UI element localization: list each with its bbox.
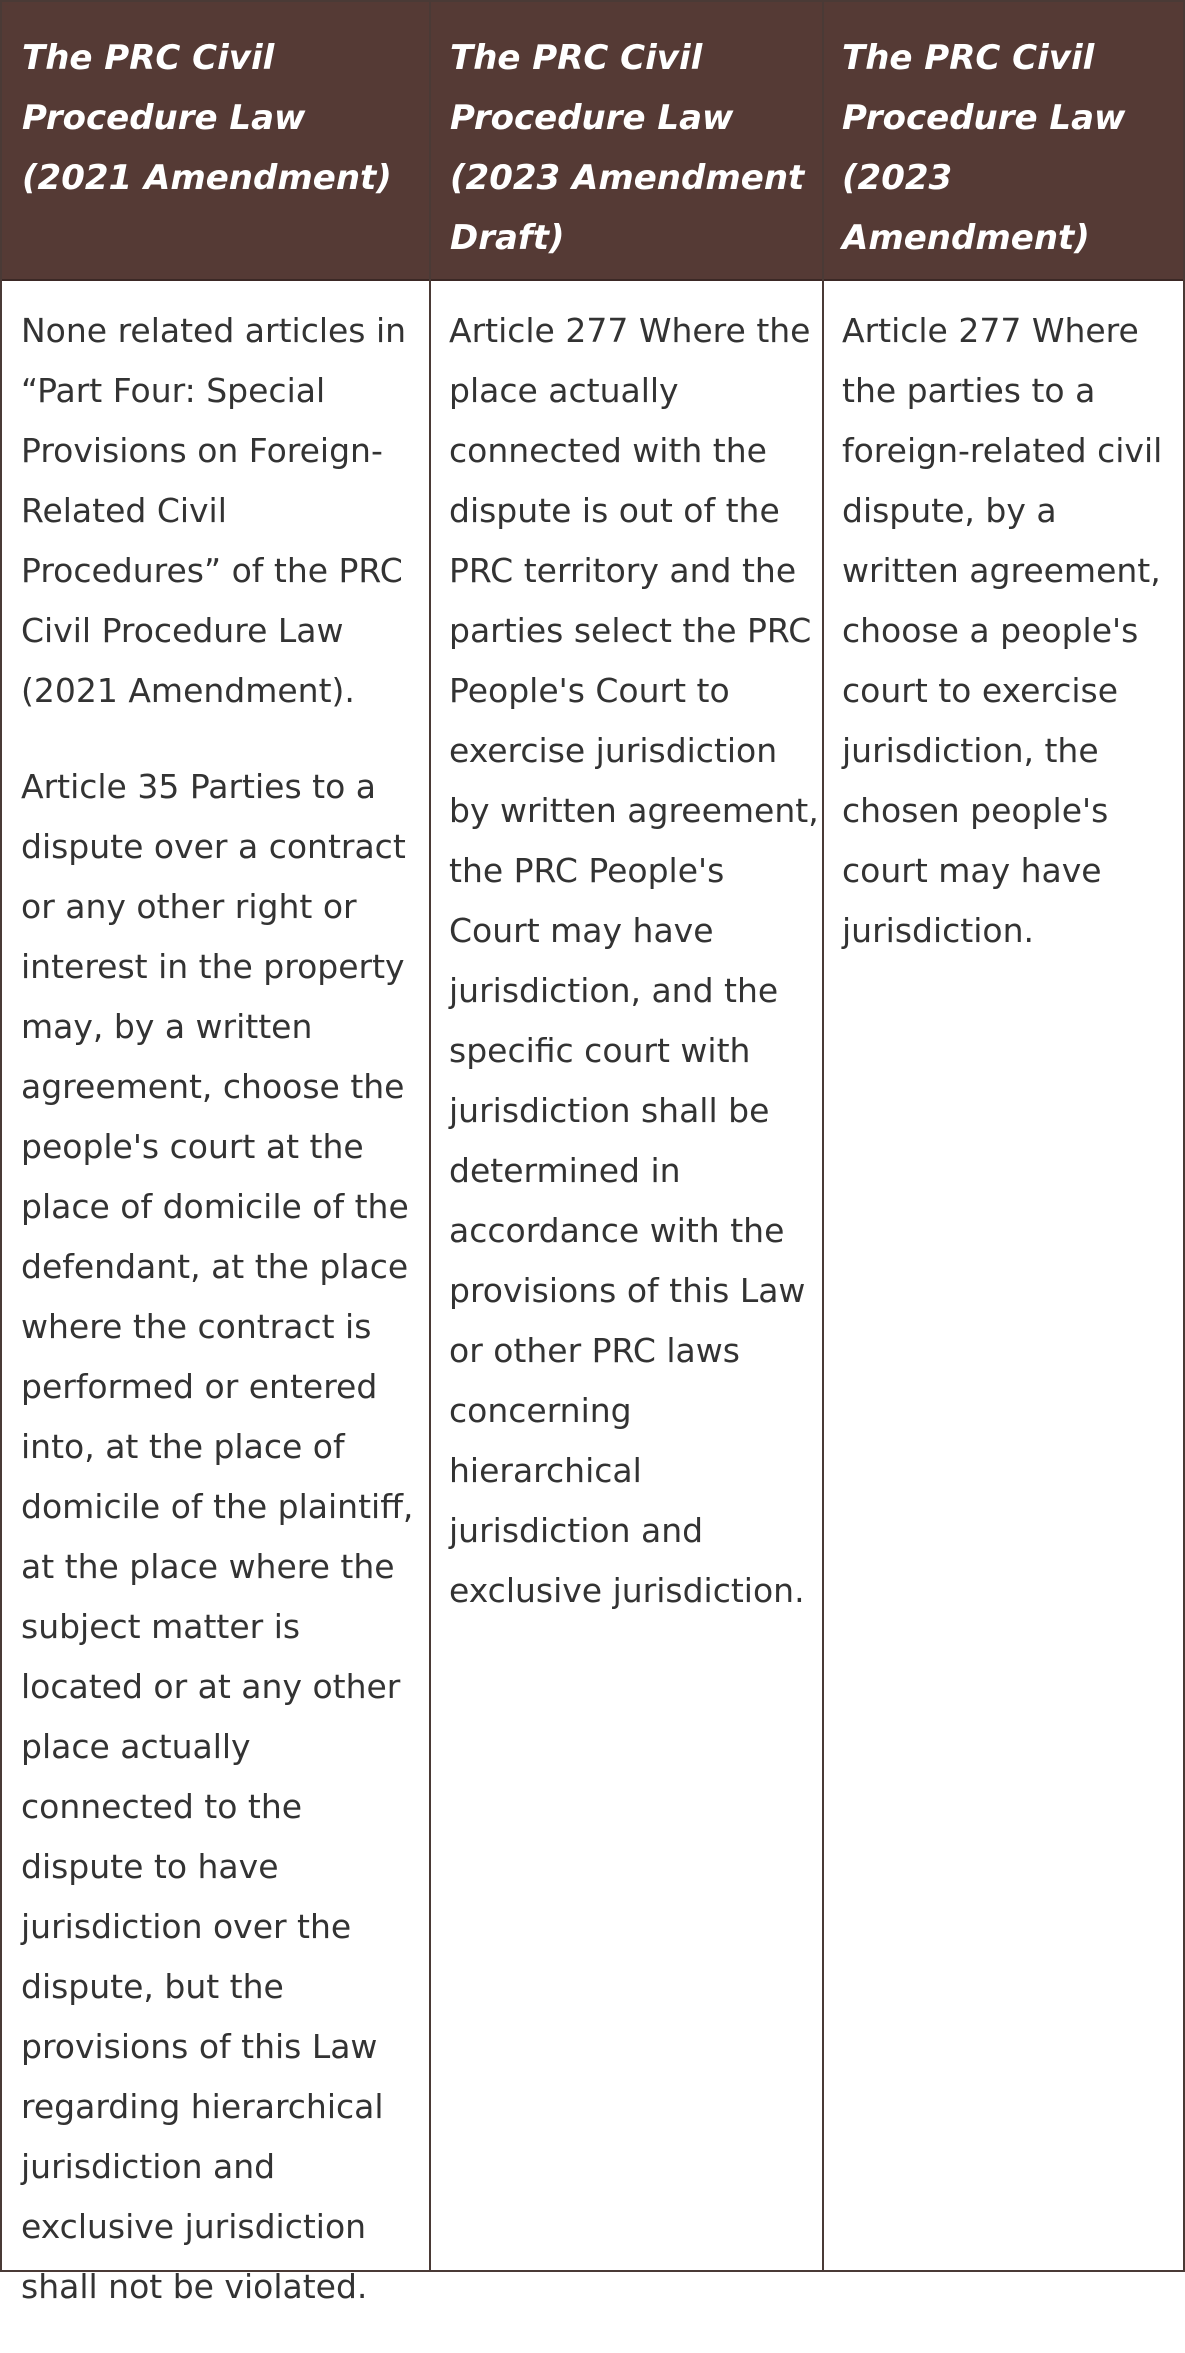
cell-paragraph-article-35: Article 35 Parties to a dispute over a contract or any other right or interest in the property may, by a written agreement, choose the people's court at the place of domicile of the defendant, at the place where the contract is performed or entered into, at the place of domicile of the plaintiff, at the place where the subject matter is located or at any other place actually connected to the dispute to have jurisdiction over the dispute, but the provisions of this Law regarding hierarchical jurisdiction and exclusive jurisdiction shall not be violated.: [21, 767, 414, 2306]
column-divider: [822, 2, 824, 2272]
cell-paragraph-article-277-draft: Article 277 Where the place actually connected with the dispute is out of the PRC territory and the parties select the PRC People's Court to exercise jurisdiction by written agreement, the PRC People's Court may have jurisdiction, and the specific court with jurisdiction shall be determined in accordance with the provisions of this Law or other PRC laws concerning hierarchical jurisdiction and exclusive jurisdiction.: [449, 311, 819, 1610]
table-header-row: [2, 2, 1183, 281]
header-cell-2023-draft: The PRC Civil Procedure Law (2023 Amendment Draft): [450, 38, 805, 258]
cell-paragraph-article-277: Article 277 Where the parties to a foreign-related civil dispute, by a written agreement, choose a people's court to exercise jurisdiction, the chosen people's court may have jurisdiction.: [842, 311, 1163, 950]
header-cell-2021-amendment: The PRC Civil Procedure Law (2021 Amendment): [22, 38, 392, 198]
cell-paragraph-none-related: None related articles in “Part Four: Special Provisions on Foreign-Related Civil Procedures” of the PRC Civil Procedure Law (2021 Amendment).: [21, 311, 407, 710]
body-cell-2021-amendment: [21, 301, 421, 2353]
header-cell-2023-amendment: The PRC Civil Procedure Law (2023 Amendment): [842, 38, 1126, 258]
column-divider: [429, 2, 431, 2272]
body-cell-2023-draft: [449, 301, 819, 1657]
body-cell-2023-amendment: [842, 301, 1182, 997]
